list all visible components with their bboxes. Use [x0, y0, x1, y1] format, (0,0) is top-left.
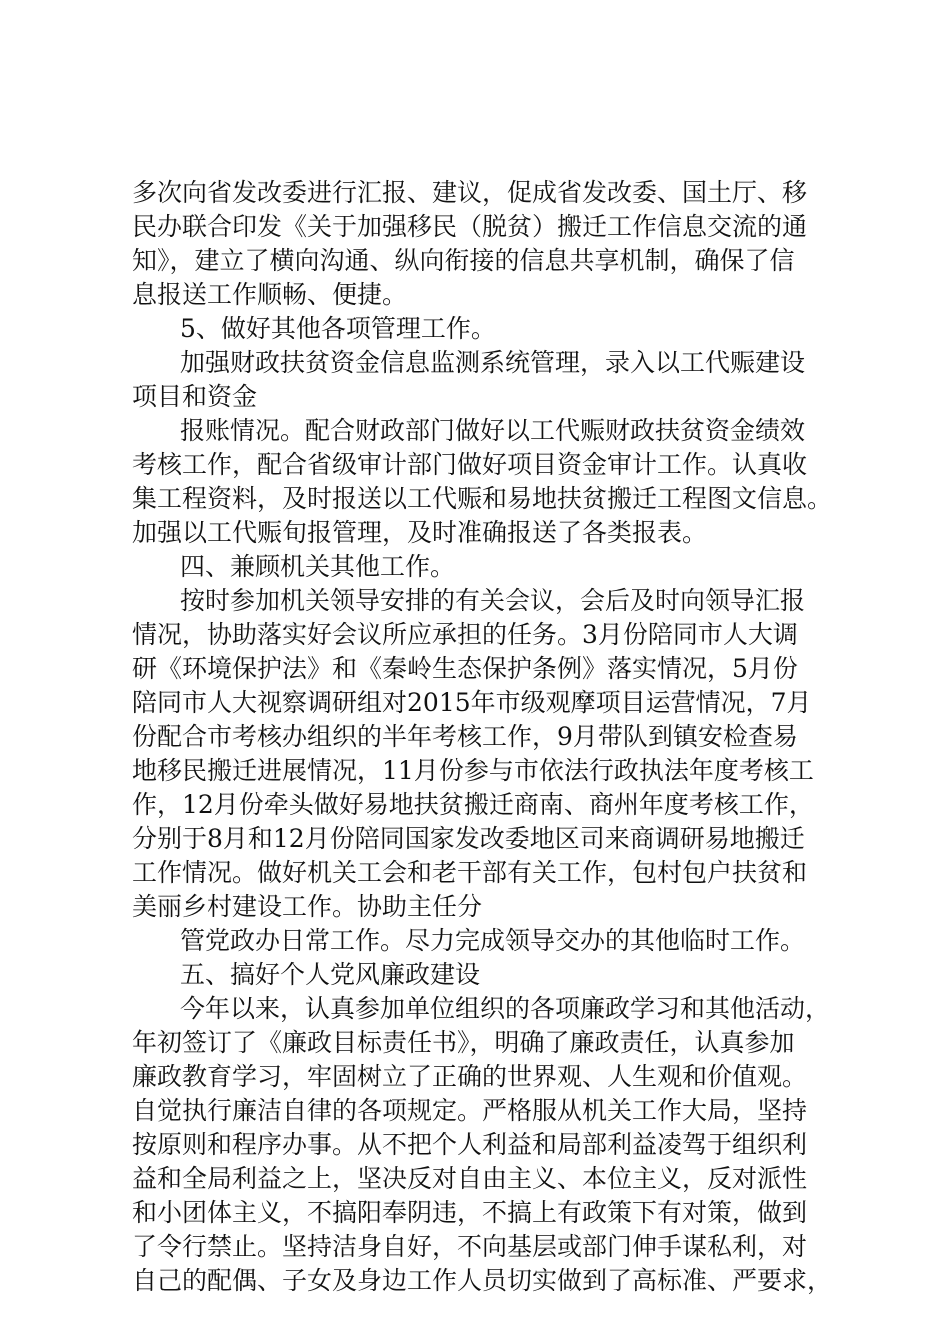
text-line: 陪同市人大视察调研组对2015年市级观摩项目运营情况，7月 [132, 688, 812, 717]
text-line: 项目和资金 [132, 382, 258, 411]
text-line: 集工程资料，及时报送以工代赈和易地扶贫搬迁工程图文信息。 [132, 484, 833, 513]
text-line: 美丽乡村建设工作。协助主任分 [132, 892, 483, 921]
text-line: 工作情况。做好机关工会和老干部有关工作，包村包户扶贫和 [132, 858, 808, 887]
text-line: 了令行禁止。坚持洁身自好，不向基层或部门伸手谋私利，对 [132, 1232, 808, 1261]
text-line: 考核工作，配合省级审计部门做好项目资金审计工作。认真收 [132, 450, 808, 479]
text-line: 研《环境保护法》和《秦岭生态保护条例》落实情况，5月份 [132, 654, 798, 683]
text-line: 加强财政扶贫资金信息监测系统管理，录入以工代赈建设 [180, 348, 806, 377]
text-line: 份配合市考核办组织的半年考核工作，9月带队到镇安检查易 [132, 722, 798, 751]
text-line: 分别于8月和12月份陪同国家发改委地区司来商调研易地搬迁 [132, 824, 805, 853]
text-line: 知》，建立了横向沟通、纵向衔接的信息共享机制，确保了信 [132, 246, 795, 275]
text-line: 四、兼顾机关其他工作。 [180, 552, 456, 581]
text-line: 息报送工作顺畅、便捷。 [132, 280, 408, 309]
text-line: 和小团体主义，不搞阳奉阴违，不搞上有政策下有对策，做到 [132, 1198, 808, 1227]
text-line: 廉政教育学习，牢固树立了正确的世界观、人生观和价值观。 [132, 1062, 808, 1091]
text-line: 管党政办日常工作。尽力完成领导交办的其他临时工作。 [180, 926, 806, 955]
text-line: 自觉执行廉洁自律的各项规定。严格服从机关工作大局，坚持 [132, 1096, 808, 1125]
text-line: 加强以工代赈旬报管理，及时准确报送了各类报表。 [132, 518, 708, 547]
text-line: 按时参加机关领导安排的有关会议，会后及时向领导汇报 [180, 586, 806, 615]
text-line: 多次向省发改委进行汇报、建议，促成省发改委、国土厅、移 [132, 178, 808, 207]
text-line: 自己的配偶、子女及身边工作人员切实做到了高标准、严要求， [132, 1266, 833, 1295]
text-line: 5、做好其他各项管理工作。 [180, 314, 496, 343]
text-line: 按原则和程序办事。从不把个人利益和局部利益凌驾于组织利 [132, 1130, 808, 1159]
text-line: 今年以来，认真参加单位组织的各项廉政学习和其他活动， [180, 994, 831, 1023]
text-line: 益和全局利益之上，坚决反对自由主义、本位主义，反对派性 [132, 1164, 808, 1193]
text-line: 地移民搬迁进展情况，11月份参与市依法行政执法年度考核工 [132, 756, 814, 785]
text-line: 情况，协助落实好会议所应承担的任务。3月份陪同市人大调 [132, 620, 798, 649]
text-line: 五、搞好个人党风廉政建设 [180, 960, 481, 989]
text-line: 民办联合印发《关于加强移民（脱贫）搬迁工作信息交流的通 [132, 212, 808, 241]
text-line: 报账情况。配合财政部门做好以工代赈财政扶贫资金绩效 [180, 416, 806, 445]
text-line: 年初签订了《廉政目标责任书》，明确了廉政责任，认真参加 [132, 1028, 795, 1057]
text-line: 作，12月份牵头做好易地扶贫搬迁商南、商州年度考核工作， [132, 790, 814, 819]
